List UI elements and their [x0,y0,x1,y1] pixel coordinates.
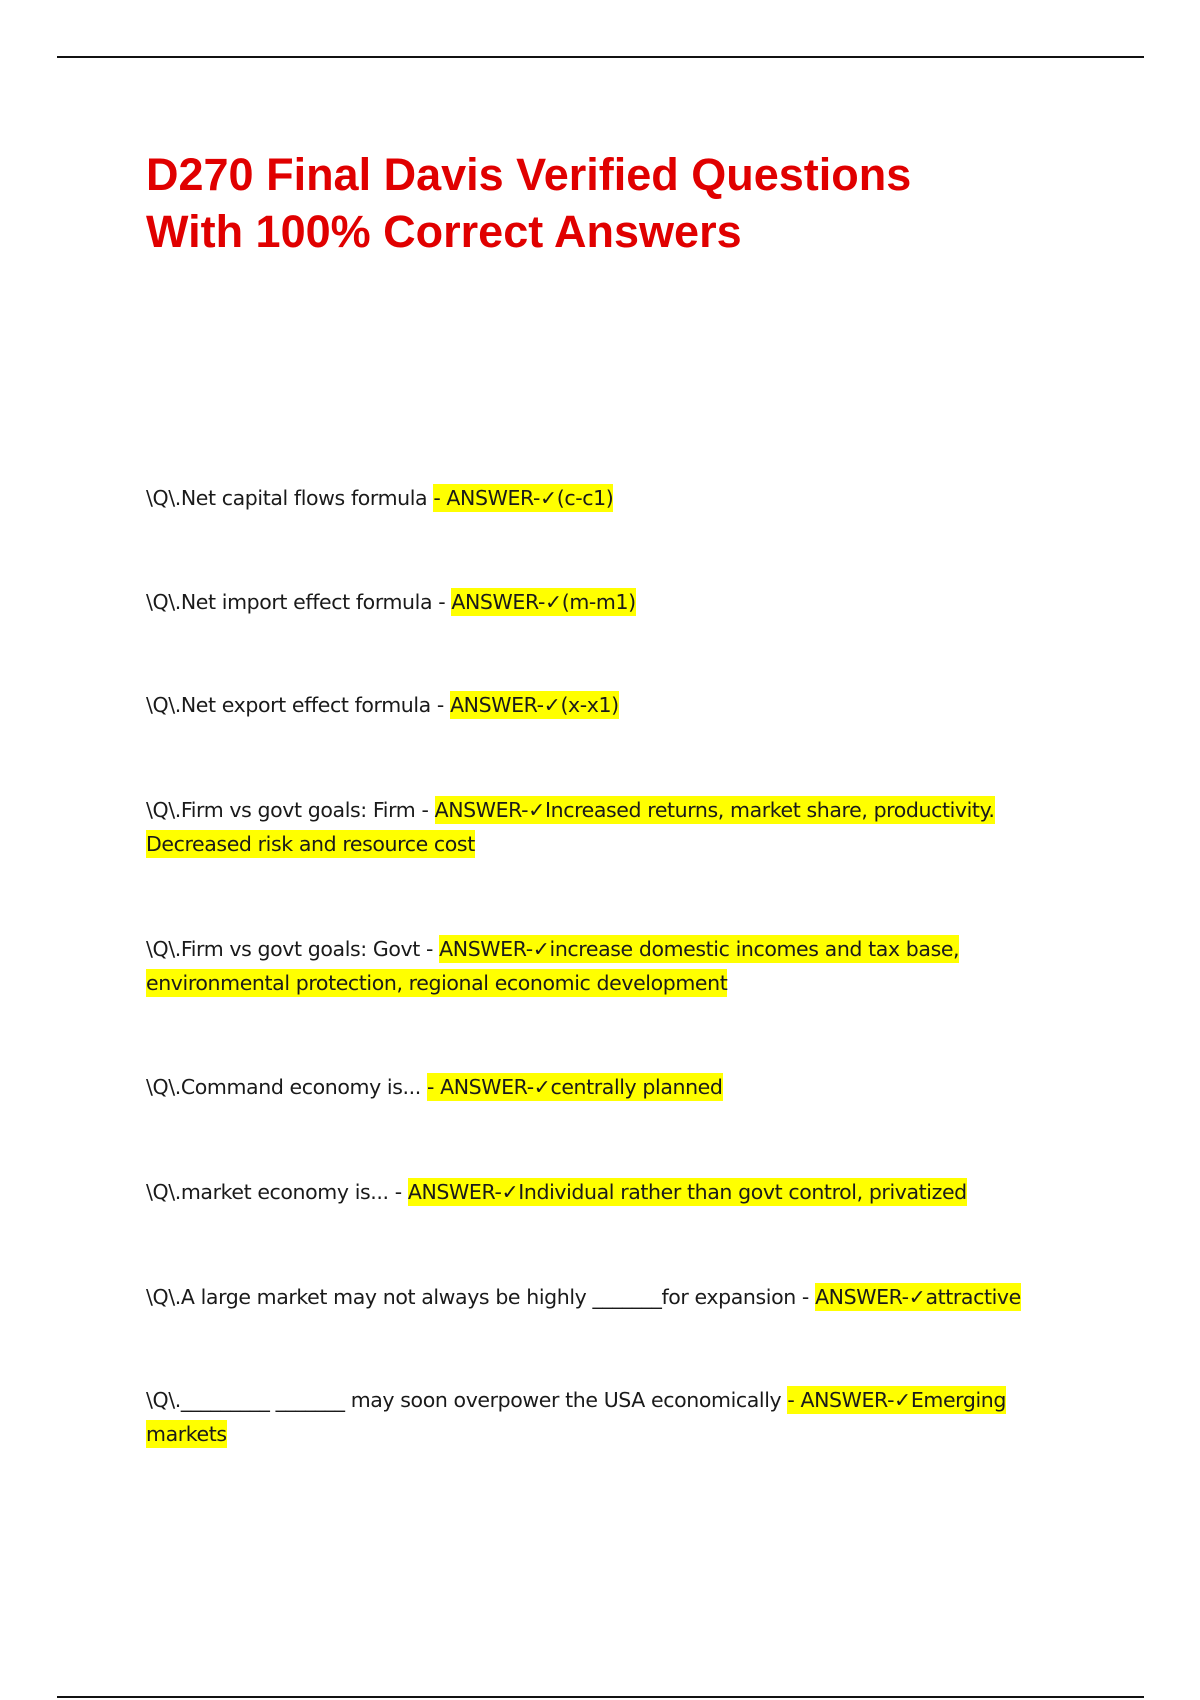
answer-highlight: ANSWER-✓Increased returns, market share, productivity. Decreased risk and resource cost [146,798,995,856]
qa-item [146,793,1046,861]
answer-highlight: ANSWER-✓Individual rather than govt control, privatized [407,1180,967,1204]
question-text: \Q\.Net import effect formula - [146,590,452,614]
answer-highlight: ANSWER-✓(m-m1) [451,590,636,614]
document-title [146,146,1046,260]
question-text: \Q\.Firm vs govt goals: Govt - [146,937,440,961]
answer-highlight: - ANSWER-✓centrally planned [426,1075,723,1099]
answer-highlight: ANSWER-✓increase domestic incomes and tax base, environmental protection, regional economic development [146,937,960,995]
qa-item [146,1280,1046,1314]
qa-item [146,1175,1046,1209]
title-line-1: D270 Final Davis Verified Questions [146,149,912,200]
header-rule [57,56,1144,58]
answer-highlight: - ANSWER-✓(c-c1) [433,486,614,510]
qa-item [146,585,1046,619]
question-text: \Q\.Firm vs govt goals: Firm - [146,798,435,822]
title-line-2: With 100% Correct Answers [146,206,742,257]
question-text: \Q\.Command economy is... [146,1075,427,1099]
footer-rule [57,1696,1144,1698]
question-text: \Q\.market economy is... - [146,1180,408,1204]
answer-highlight: ANSWER-✓(x-x1) [450,693,619,717]
qa-item [146,932,1046,1000]
qa-item [146,1070,1046,1104]
qa-item [146,688,1046,722]
question-text: \Q\.A large market may not always be highly _______for expansion - [146,1285,816,1309]
qa-item [146,481,1046,515]
question-text: \Q\._________ _______ may soon overpower the USA economically [146,1388,788,1412]
answer-highlight: - ANSWER-✓Emerging markets [146,1388,1006,1446]
answer-highlight: ANSWER-✓attractive [815,1285,1021,1309]
qa-item [146,1383,1046,1451]
question-text: \Q\.Net export effect formula - [146,693,451,717]
question-text: \Q\.Net capital flows formula [146,486,434,510]
